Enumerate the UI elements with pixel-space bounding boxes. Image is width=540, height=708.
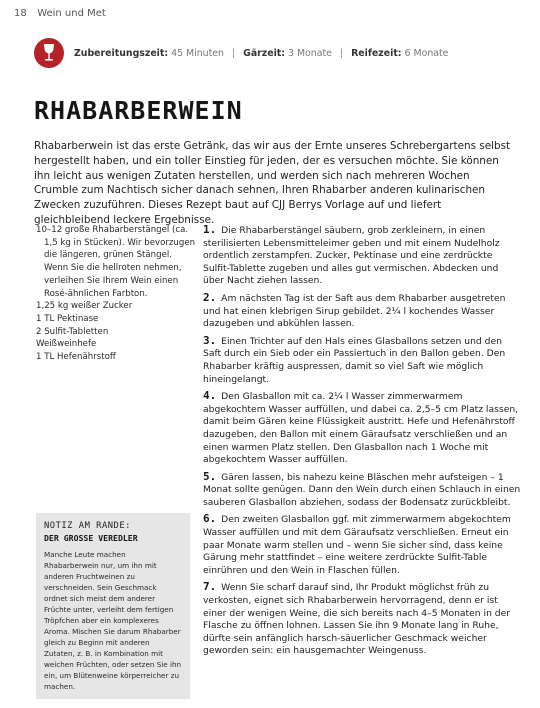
- side-note-box: [36, 513, 190, 699]
- side-note-title: NOTIZ AM RANDE:: [44, 521, 131, 531]
- step-item: [203, 292, 521, 331]
- page-number: 18: [14, 8, 27, 19]
- divider: |: [339, 47, 344, 59]
- ingredient-list: [36, 224, 196, 364]
- ingredient-item: Weißweinhefe: [36, 339, 97, 350]
- recipe-times: [74, 48, 448, 59]
- step-number: 7.: [203, 580, 217, 594]
- step-number: 3.: [203, 333, 217, 347]
- ingredient-item: 1 TL Hefenährstoff: [36, 352, 116, 363]
- divider: |: [231, 47, 236, 59]
- prep-time-value: 45 Minuten: [171, 47, 224, 59]
- ingredient-item: 10–12 große Rhabarberstängel (ca. 1,5 kg in Stücken). Wir bevorzugen die längeren, grünen Stängel. Wenn Sie die hellroten nehmen, verleihen Sie Ihrem Wein einen Rosé-ähnlichen Farbton.: [36, 225, 196, 299]
- step-number: 6.: [203, 512, 217, 526]
- step-item: [203, 471, 521, 510]
- mature-time-value: 6 Monate: [404, 47, 449, 59]
- step-number: 1.: [203, 223, 217, 236]
- step-number: 2.: [203, 290, 217, 304]
- section-title: Wein und Met: [37, 8, 106, 19]
- intro-paragraph: Rhabarberwein ist das erste Getränk, das wir aus der Ernte unseres Schrebergartens selbst hergestellt haben, und ein toller Einstieg für jeden, der es versuchen möchte. Sie können ihn leicht aus wenigen Zutaten herstellen, und werden sich nach mehreren Wochen Crumble zum Nachtisch sicher danach sehnen, Ihren Rhabarber anderen kulinarischen Zwecken zuzuführen. Dieses Rezept baut auf CJJ Berrys Vorlage auf und liefert gleichbleibend leckere Ergebnisse.: [34, 140, 511, 226]
- side-note-subtitle: DER GROSSE VEREDLER: [44, 533, 138, 543]
- step-text: Den zweiten Glasballon ggf. mit zimmerwarmem abgekochtem Wasser auffüllen und mit dem Gäraufsatz verschließen. Erneut ein paar Monate warm stellen und – wenn Sie sicher sind, dass keine Gärung mehr stattfindet – eine weitere zerdrückte Sulfit-Table einrühren und den Wein in Flaschen füllen.: [203, 514, 511, 576]
- step-text: Gären lassen, bis nahezu keine Bläschen mehr aufsteigen – 1 Monat sollte genügen. Dann den Wein durch einen Schlauch in einen sauberen Glasballon abziehen, sodass der Bodensatz zurückbleibt.: [203, 471, 521, 508]
- step-text: Die Rhabarberstängel säubern, grob zerkleinern, in einen sterilisierten Lebensmitteleimer geben und mit einem Nudelholz ordentlich zerstampfen. Zucker, Pektinase und eine zerdrückte Sulfit-Tablette zugeben und alles gut vermischen. Abdecken und über Nacht ziehen lassen.: [203, 225, 500, 287]
- ferment-time-value: 3 Monate: [288, 47, 332, 59]
- step-item: [203, 224, 521, 288]
- step-item: [203, 335, 521, 386]
- step-item: [203, 390, 521, 467]
- step-item: [203, 581, 521, 658]
- page-header: [14, 8, 106, 19]
- side-note-body: Manche Leute machen Rhabarberwein nur, um ihn mit anderen Fruchtweinen zu verschneiden. Sein Geschmack ordnet sich meist dem anderer Früchte unter, verleiht dem fertigen Tröpfchen aber ein komplexeres Aroma. Mischen Sie darum Rhabarber gleich zu Beginn mit anderen Zutaten, z. B. in Kombination mit weichen Früchten, oder setzen Sie ihn ein, um Blütenweine körperreicher zu machen.: [44, 550, 182, 691]
- ingredient-item: 1,25 kg weißer Zucker: [36, 301, 133, 312]
- step-item: [203, 513, 521, 577]
- step-number: 4.: [203, 389, 217, 403]
- instruction-steps: [203, 224, 521, 662]
- prep-time-label: Zubereitungszeit:: [74, 47, 169, 59]
- mature-time-label: Reifezeit:: [351, 47, 402, 59]
- recipe-title: RHABARBERWEIN: [34, 96, 243, 125]
- recipe-meta: [34, 38, 448, 68]
- ferment-time-label: Gärzeit:: [243, 47, 286, 59]
- step-number: 5.: [203, 469, 217, 483]
- ingredient-item: 2 Sulfit-Tabletten: [36, 326, 109, 337]
- ingredient-item: 1 TL Pektinase: [36, 313, 99, 324]
- step-text: Am nächsten Tag ist der Saft aus dem Rhabarber ausgetreten und hat einen klebrigen Sirup gebildet. 2¼ l kochendes Wasser dazugeben und abkühlen lassen.: [203, 292, 506, 330]
- step-text: Wenn Sie scharf darauf sind, Ihr Produkt möglichst früh zu verkosten, eignet sich Rhabarberwein hervorragend, denn er ist einer der wenigen Weine, die sich bereits nach 4–5 Monaten in der Flasche zu öffnen lohnen. Lassen Sie ihn 9 Monate lang in Ruhe, dürfte sein anfänglich harsch-säuerlicher Geschmack weicher geworden sein: ein hausgemachter Weingenuss.: [203, 582, 511, 657]
- step-text: Den Glasballon mit ca. 2¼ l Wasser zimmerwarmem abgekochtem Wasser auffüllen, und dabei ca. 2,5–5 cm Platz lassen, damit beim Gären keine Flüssigkeit austritt. Hefe und Hefenährstoff dazugeben, den Ballon mit einem Gäraufsatz verschließen und an einen warmen Platz stellen. Den Glasballon nach 1 Woche mit abgekochtem Wasser auffüllen.: [203, 391, 519, 466]
- step-text: Einen Trichter auf den Hals eines Glasballons setzen und den Saft durch ein Sieb oder ein Passiertuch in den Ballon geben. Den Rhabarber kräftig auspressen, damit so viel Saft wie möglich hineingelangt.: [203, 335, 506, 385]
- wine-glass-icon: [34, 38, 64, 68]
